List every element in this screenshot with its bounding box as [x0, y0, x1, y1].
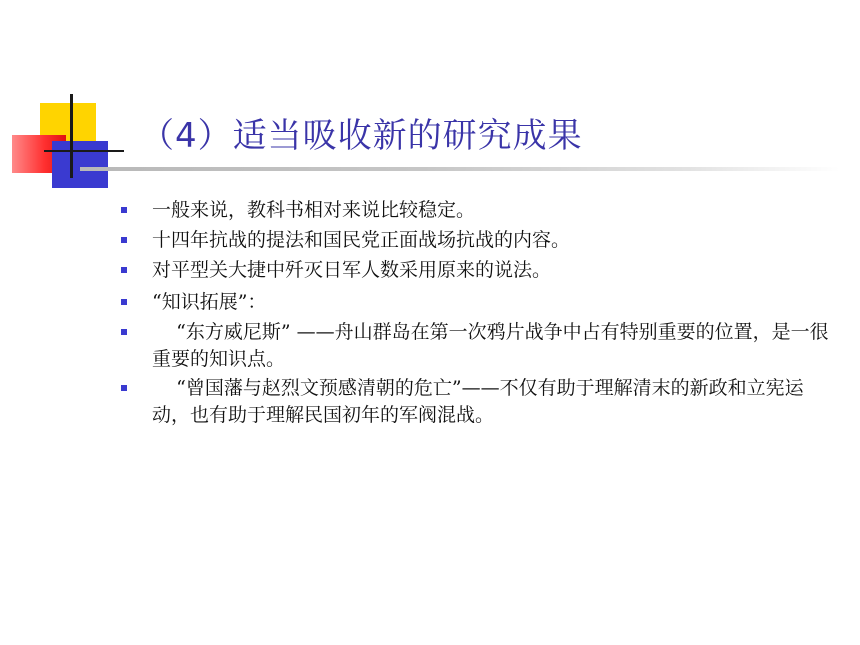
bullet-text: “东方威尼斯” ——舟山群岛在第一次鸦片战争中占有特别重要的位置，是一很重要的知识点。	[152, 321, 829, 370]
bullet-item	[152, 319, 832, 373]
logo-horizontal-line	[44, 150, 124, 152]
bullet-item	[152, 375, 832, 429]
slide-title: （4）适当吸收新的研究成果	[140, 116, 583, 156]
bullet-text: “知识拓展”：	[152, 291, 267, 313]
bullet-square-icon	[121, 385, 127, 391]
bullet-text: 对平型关大捷中歼灭日军人数采用原来的说法。	[152, 259, 552, 281]
bullet-item	[152, 197, 832, 224]
bullet-text: 一般来说，教科书相对来说比较稳定。	[152, 199, 476, 221]
bullet-square-icon	[121, 329, 127, 335]
title-underline	[80, 167, 840, 171]
bullet-item	[152, 227, 832, 254]
logo-vertical-line	[70, 94, 73, 178]
bullet-text: 十四年抗战的提法和国民党正面战场抗战的内容。	[152, 229, 571, 251]
bullet-text: “曾国藩与赵烈文预感清朝的危亡”——不仅有助于理解清末的新政和立宪运动，也有助于理解民国初年的军阀混战。	[152, 377, 804, 426]
logo-blue-square	[52, 141, 108, 188]
bullet-square-icon	[121, 267, 127, 273]
bullet-square-icon	[121, 237, 127, 243]
bullet-square-icon	[121, 207, 127, 213]
bullet-item	[152, 289, 832, 316]
bullet-square-icon	[121, 299, 127, 305]
bullet-item	[152, 257, 832, 284]
